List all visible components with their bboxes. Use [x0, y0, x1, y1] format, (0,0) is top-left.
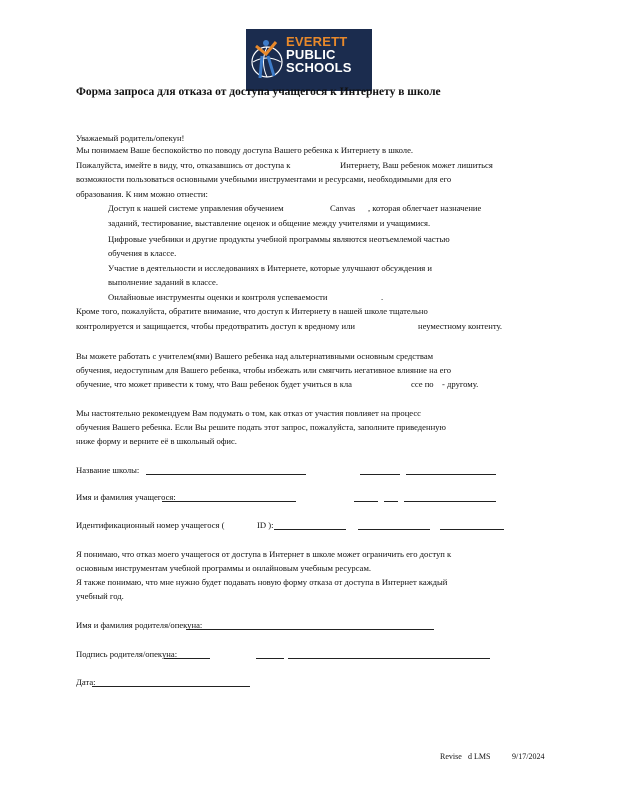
ack-line-4: учебный год.	[76, 591, 124, 601]
bullet-3-line-1: Участие в деятельности и исследованиях в Интернете, которые улучшают обсуждения и	[108, 263, 432, 273]
parent-signature-field-2[interactable]	[256, 658, 284, 659]
alt-line-3b: ссе по	[411, 379, 434, 389]
bullet-1-text-c: , которая облегчает назначение	[368, 203, 482, 213]
student-id-label-a: Идентификационный номер учащегося (	[76, 520, 225, 530]
school-name-field-2[interactable]	[360, 474, 400, 475]
student-id-field[interactable]	[274, 529, 346, 530]
parent-signature-field[interactable]	[164, 658, 210, 659]
student-name-field-2[interactable]	[354, 501, 378, 502]
filter-line-1: Кроме того, пожалуйста, обратите внимание, что доступ к Интернету в нашей школе тщательно	[76, 306, 428, 316]
student-id-label-b: ID ):	[257, 520, 274, 530]
globe-figure-icon	[250, 34, 286, 86]
district-logo	[246, 29, 372, 91]
ack-line-1: Я понимаю, что отказ моего учащегося от доступа в Интернет в школе может ограничить его доступ к	[76, 549, 452, 559]
school-name-label: Название школы:	[76, 465, 140, 475]
footer-revised-b: d LMS	[468, 752, 491, 761]
intro-line-2a: Пожалуйста, имейте в виду, что, отказавшись от доступа к	[76, 160, 291, 170]
bullet-1-text-b: Canvas	[330, 203, 356, 213]
recommend-line-2: обучения Вашего ребенка. Если Вы решите подать этот запрос, пожалуйста, заполните приведенную	[76, 422, 446, 432]
parent-name-field[interactable]	[186, 629, 434, 630]
parent-name-label: Имя и фамилия родителя/опекуна:	[76, 620, 203, 630]
filter-line-2: контролируется и защищается, чтобы предотвратить доступ к вредному или	[76, 321, 355, 331]
ack-line-2: основным инструментам учебной программы и онлайновым учебным ресурсам.	[76, 563, 372, 573]
date-label: Дата:	[76, 677, 96, 687]
bullet-1-line-2: заданий, тестирование, выставление оценок и общение между учителями и учащимися.	[108, 218, 431, 228]
date-field[interactable]	[92, 686, 250, 687]
student-name-label: Имя и фамилия учащегося:	[76, 492, 176, 502]
alt-line-3c: - другому.	[442, 379, 479, 389]
filter-line-2b: неуместному контенту.	[418, 321, 503, 331]
student-name-field-3[interactable]	[384, 501, 398, 502]
parent-signature-label: Подпись родителя/опекуна:	[76, 649, 178, 659]
greeting: Уважаемый родитель/опекун!	[76, 133, 185, 143]
bullet-2-line-1: Цифровые учебники и другие продукты учебной программы являются неотъемлемой частью	[108, 234, 450, 244]
student-id-field-2[interactable]	[358, 529, 430, 530]
student-name-field-4[interactable]	[404, 501, 496, 502]
logo-line-3: SCHOOLS	[286, 60, 352, 75]
logo-line-2: PUBLIC	[286, 47, 336, 62]
bullet-3-line-2: выполнение заданий в классе.	[108, 277, 218, 287]
alt-line-3a: обучение, что может привести к тому, что Ваш ребенок будет учиться в кла	[76, 379, 352, 389]
school-name-field-3[interactable]	[406, 474, 496, 475]
student-id-field-3[interactable]	[440, 529, 504, 530]
ack-line-3: Я также понимаю, что мне нужно будет подавать новую форму отказа от доступа в Интернет каждый	[76, 577, 448, 587]
alt-line-1: Вы можете работать с учителем(ями) Вашего ребенка над альтернативными основным средствам	[76, 351, 434, 361]
parent-signature-field-3[interactable]	[288, 658, 490, 659]
footer-date: 9/17/2024	[512, 752, 545, 761]
bullet-2-line-2: обучения в классе.	[108, 248, 177, 258]
logo-wordmark	[286, 35, 352, 74]
recommend-line-1: Мы настоятельно рекомендуем Вам подумать о том, как отказ от участия повлияет на процесс	[76, 408, 421, 418]
intro-line-2b: Интернету, Ваш ребенок может лишиться	[340, 160, 493, 170]
bullet-4-end: .	[381, 292, 384, 302]
footer-revised-a: Revise	[440, 752, 462, 761]
bullet-1-text-a: Доступ к нашей системе управления обучением	[108, 203, 284, 213]
school-name-field[interactable]	[146, 474, 306, 475]
intro-line-4: образования. К ним можно отнести:	[76, 189, 208, 199]
student-name-field[interactable]	[162, 501, 296, 502]
recommend-line-3: ниже форму и верните её в школьный офис.	[76, 436, 237, 446]
alt-line-2: обучения, недоступным для Вашего ребенка, чтобы избежать или смягчить негативное влияние на его	[76, 365, 452, 375]
intro-line-3: возможности пользоваться основными учебными инструментами и ресурсами, необходимыми для его	[76, 174, 452, 184]
form-title: Форма запроса для отказа от доступа учащегося к Интернету в школе	[76, 86, 441, 98]
intro-line-1: Мы понимаем Ваше беспокойство по поводу доступа Вашего ребенка к Интернету в школе.	[76, 145, 414, 155]
bullet-4-line-1: Онлайновые инструменты оценки и контроля успеваемости	[108, 292, 328, 302]
logo-line-1: EVERETT	[286, 34, 348, 49]
